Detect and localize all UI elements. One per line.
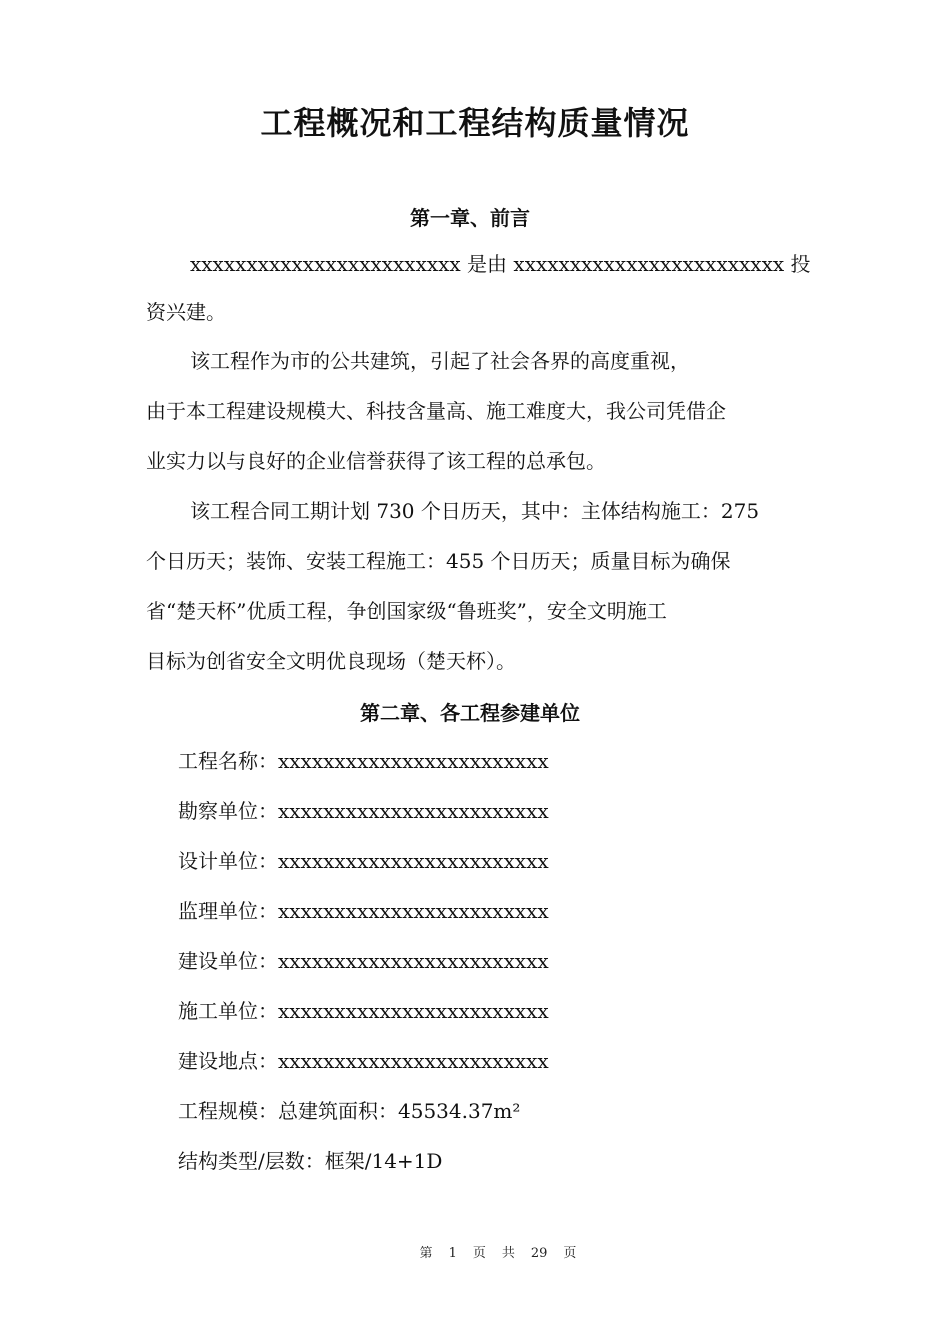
page-footer xyxy=(0,1242,950,1261)
footer-total-label: 共 xyxy=(501,1246,515,1261)
chapter-1-paragraph-2-line-1: 该工程作为市的公共建筑，引起了社会各界的高度重视， xyxy=(190,349,690,373)
chapter-2-heading: 第二章、各工程参建单位 xyxy=(360,701,580,725)
chapter-1-paragraph-3-line-2: 个日历天；装饰、安装工程施工：455 个日历天；质量目标为确保 xyxy=(146,549,731,573)
participant-design-unit: 设计单位：xxxxxxxxxxxxxxxxxxxxxxxx xyxy=(178,849,549,873)
participant-survey-unit: 勘察单位：xxxxxxxxxxxxxxxxxxxxxxxx xyxy=(178,799,549,823)
footer-page-label: 第 xyxy=(419,1246,433,1261)
chapter-1-paragraph-1-line-2: 资兴建。 xyxy=(146,300,226,324)
chapter-1-paragraph-1-line-1: xxxxxxxxxxxxxxxxxxxxxxxx 是由 xxxxxxxxxxxxxxxxxxxxxxxx 投 xyxy=(190,252,811,276)
footer-total-unit: 页 xyxy=(563,1246,577,1261)
chapter-1-paragraph-2-line-3: 业实力以与良好的企业信誉获得了该工程的总承包。 xyxy=(146,449,606,473)
participant-location: 建设地点：xxxxxxxxxxxxxxxxxxxxxxxx xyxy=(178,1049,549,1073)
chapter-1-heading: 第一章、前言 xyxy=(410,206,530,230)
participant-project-name: 工程名称：xxxxxxxxxxxxxxxxxxxxxxxx xyxy=(178,749,549,773)
participant-contractor: 施工单位：xxxxxxxxxxxxxxxxxxxxxxxx xyxy=(178,999,549,1023)
project-scale: 工程规模：总建筑面积：45534.37m² xyxy=(178,1099,521,1123)
document-title: 工程概况和工程结构质量情况 xyxy=(260,104,690,142)
footer-page-unit: 页 xyxy=(472,1246,486,1261)
participant-supervision-unit: 监理单位：xxxxxxxxxxxxxxxxxxxxxxxx xyxy=(178,899,549,923)
participant-construction-owner: 建设单位：xxxxxxxxxxxxxxxxxxxxxxxx xyxy=(178,949,549,973)
chapter-1-paragraph-3-line-3: 省“楚天杯”优质工程，争创国家级“鲁班奖”，安全文明施工 xyxy=(146,599,667,623)
footer-page-number: 1 xyxy=(448,1246,457,1261)
structure-type: 结构类型/层数：框架/14+1D xyxy=(178,1149,443,1173)
chapter-1-paragraph-2-line-2: 由于本工程建设规模大、科技含量高、施工难度大，我公司凭借企 xyxy=(146,399,726,423)
chapter-1-paragraph-3-line-1: 该工程合同工期计划 730 个日历天，其中：主体结构施工：275 xyxy=(190,499,760,523)
footer-total-pages: 29 xyxy=(530,1246,548,1261)
chapter-1-paragraph-3-line-4: 目标为创省安全文明优良现场（楚天杯）。 xyxy=(146,649,516,673)
